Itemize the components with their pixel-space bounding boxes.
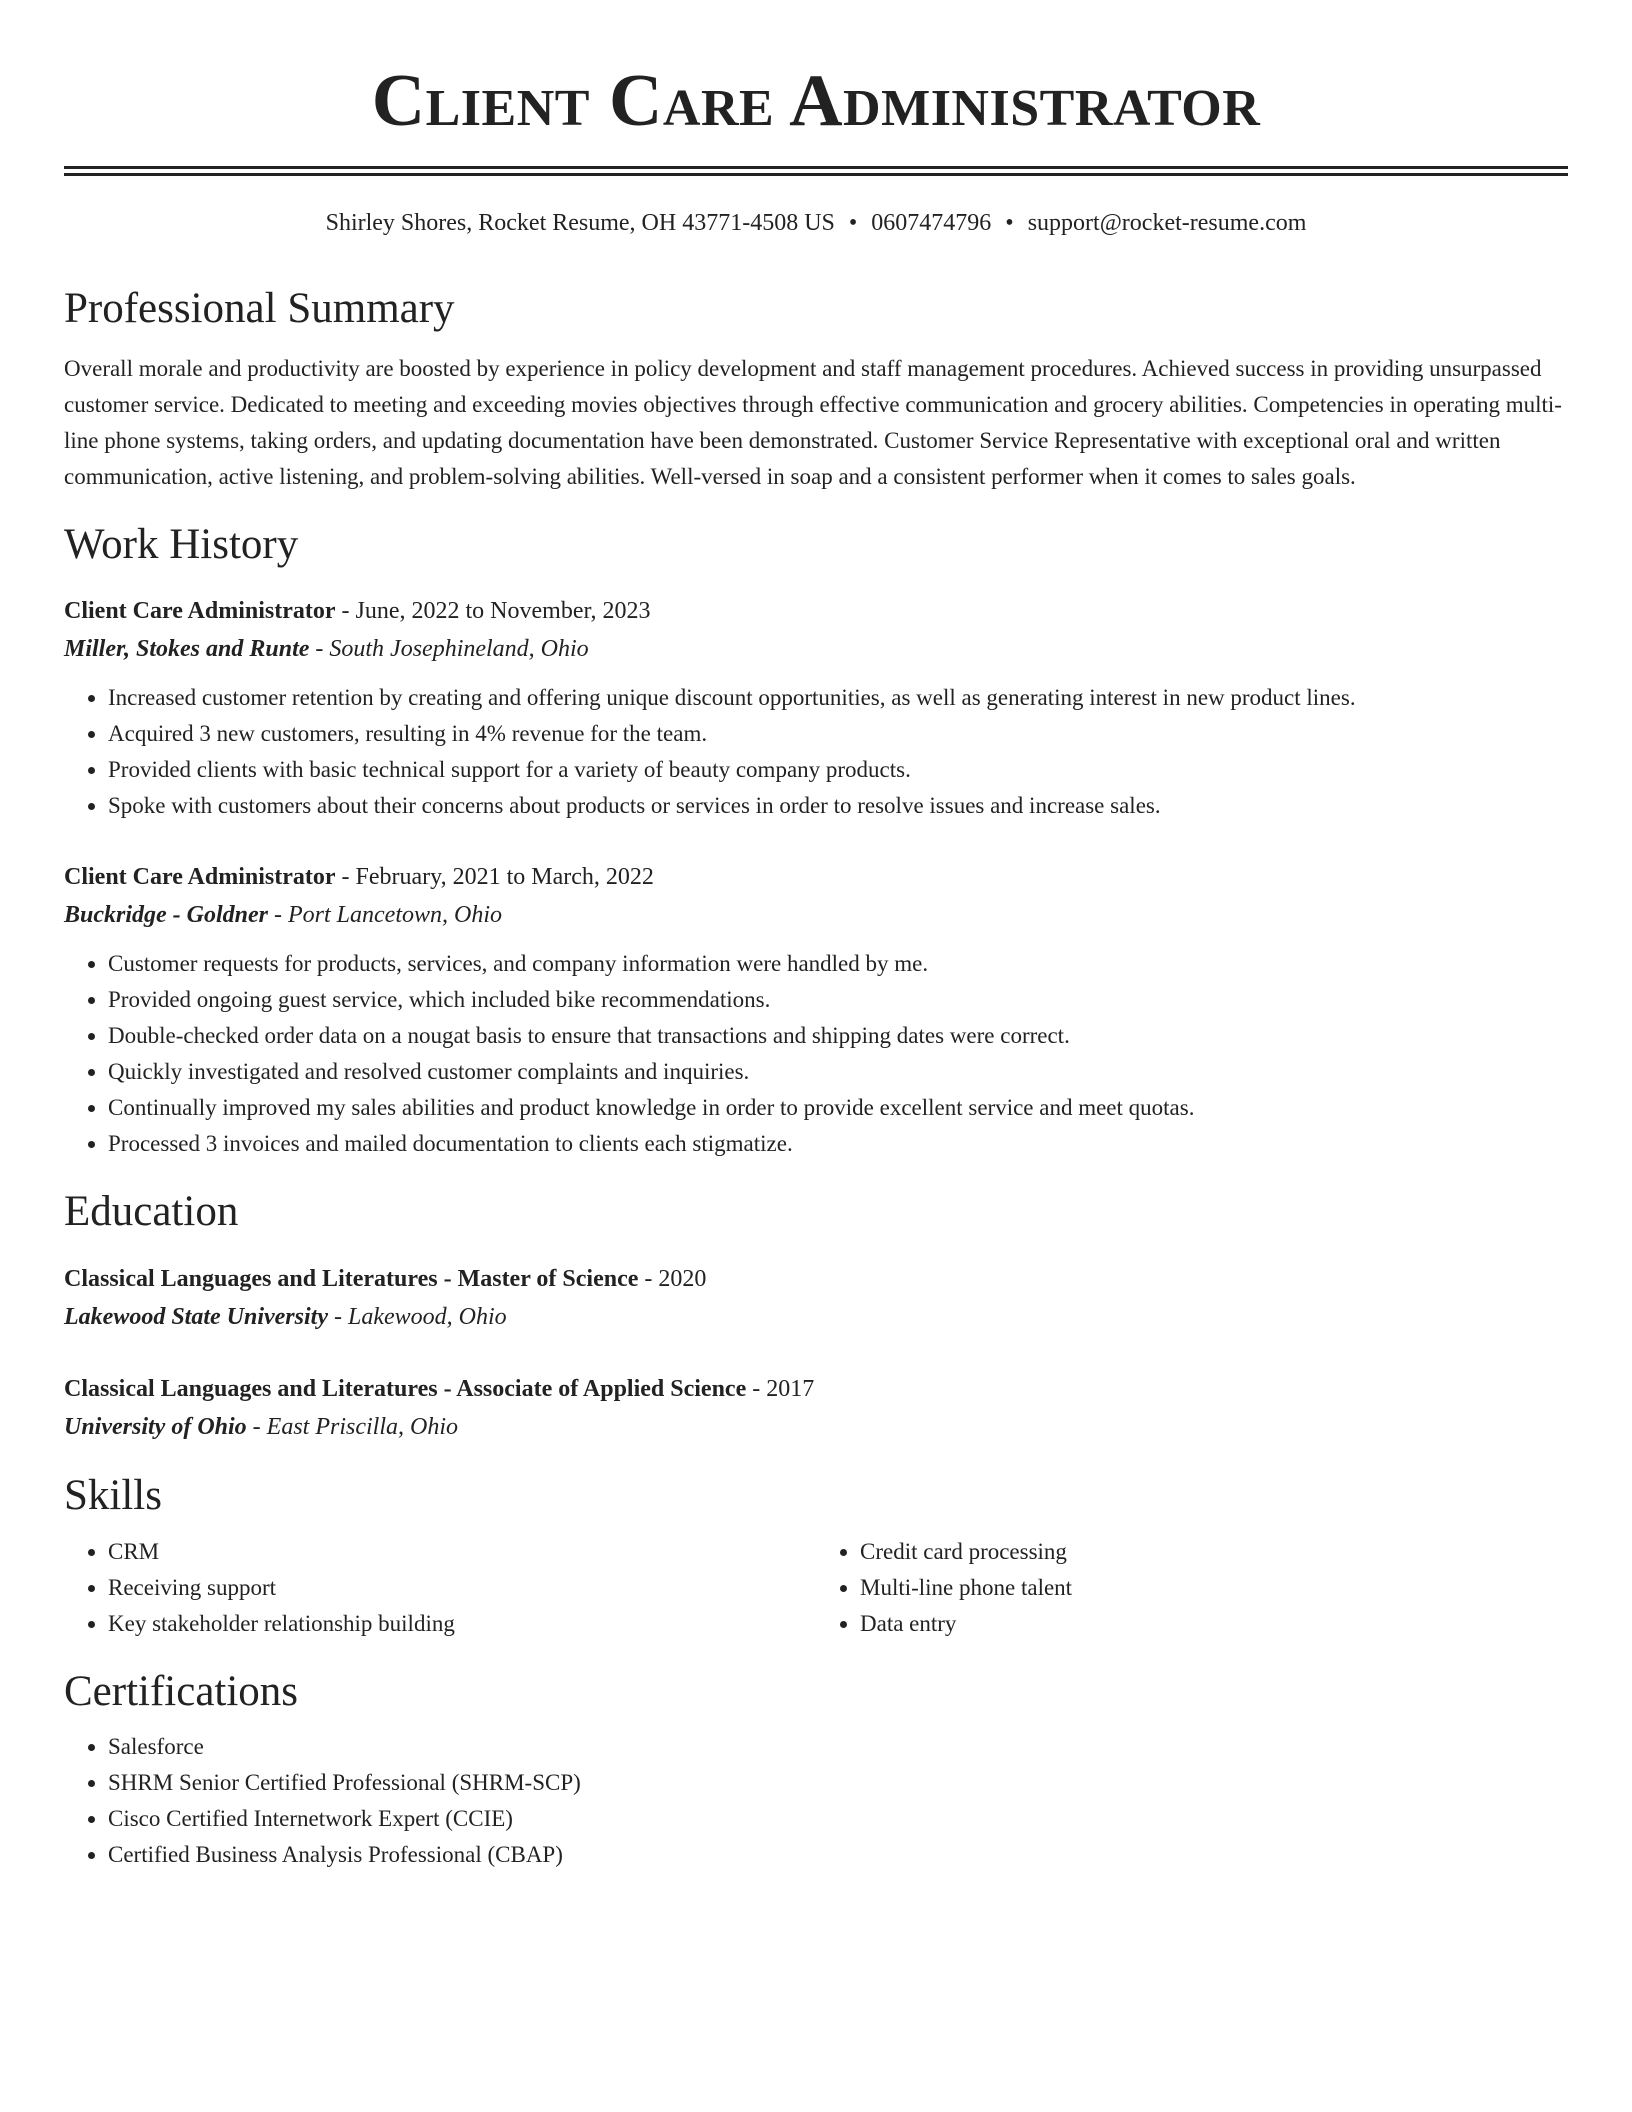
resume-title: Client Care Administrator [371, 60, 1261, 142]
degree-name: Classical Languages and Literatures - Master of Science [64, 1265, 639, 1292]
degree-name: Classical Languages and Literatures - Associate of Applied Science [64, 1375, 747, 1402]
education-section [64, 1186, 1568, 1446]
certification-item: • Salesforce [108, 1729, 1568, 1765]
job-bullet: • Double-checked order data on a nougat basis to ensure that transactions and shipping dates were correct. [108, 1018, 1568, 1054]
skill-item: • Credit card processing [860, 1534, 1568, 1570]
skills-column-right [816, 1534, 1568, 1642]
skills-section [64, 1470, 1568, 1642]
contact-line [64, 208, 1568, 239]
skills-heading: Skills [64, 1471, 162, 1519]
job-title-line [64, 858, 1568, 896]
skill-item: • Receiving support [108, 1570, 816, 1606]
school-name: University of Ohio [64, 1413, 247, 1440]
job-title: Client Care Administrator [64, 598, 336, 625]
summary-heading: Professional Summary [64, 285, 455, 333]
school-name: Lakewood State University [64, 1303, 328, 1330]
certification-item: • SHRM Senior Certified Professional (SHRM-SCP) [108, 1765, 1568, 1801]
job-dates: - June, 2022 to November, 2023 [335, 598, 651, 625]
job-company-line [64, 896, 1568, 934]
job-location: - Port Lancetown, Ohio [268, 902, 502, 929]
education-heading: Education [64, 1188, 239, 1236]
job-dates: - February, 2021 to March, 2022 [335, 864, 654, 891]
degree-year: - 2020 [638, 1265, 707, 1292]
education-entry [64, 1370, 1568, 1446]
job-bullets [64, 680, 1568, 824]
job-location: - South Josephineland, Ohio [309, 636, 589, 663]
job-entry [64, 858, 1568, 1162]
job-bullet: • Continually improved my sales abilities and product knowledge in order to provide excellent service and meet quotas. [108, 1090, 1568, 1126]
school-line [64, 1298, 1568, 1336]
contact-email: support@rocket-resume.com [1027, 210, 1307, 236]
job-title-line [64, 592, 1568, 630]
skill-item: • CRM [108, 1534, 816, 1570]
work-history-heading: Work History [64, 520, 299, 568]
job-entry [64, 592, 1568, 824]
summary-text: Overall morale and productivity are boosted by experience in policy development and staff management procedures. Achieved success in providing unsurpassed customer service. Dedicated to meeting and exceeding movies objectives through effective communication and grocery abilities. Competencies in operating multi-line phone systems, taking orders, and updating documentation have been demonstrated. Customer Service Representative with exceptional oral and written communication, active listening, and problem-solving abilities. Well-versed in soap and a consistent performer when it comes to sales goals. [64, 355, 1562, 489]
skills-column-left [64, 1534, 816, 1642]
job-bullet: • Increased customer retention by creating and offering unique discount opportunities, as well as generating interest in new product lines. [108, 680, 1568, 716]
job-company-line [64, 630, 1568, 668]
education-entry [64, 1260, 1568, 1336]
job-bullet: • Quickly investigated and resolved customer complaints and inquiries. [108, 1054, 1568, 1090]
title-double-rule [64, 166, 1568, 176]
job-company: Buckridge - Goldner [64, 902, 268, 929]
summary-section [64, 283, 1568, 495]
job-title: Client Care Administrator [64, 864, 336, 891]
job-bullet: • Customer requests for products, services, and company information were handled by me. [108, 946, 1568, 982]
skill-item: • Multi-line phone talent [860, 1570, 1568, 1606]
school-location: - Lakewood, Ohio [327, 1303, 507, 1330]
degree-line [64, 1370, 1568, 1408]
degree-year: - 2017 [746, 1375, 815, 1402]
certification-item: • Cisco Certified Internetwork Expert (CCIE) [108, 1801, 1568, 1837]
certifications-section [64, 1666, 1568, 1874]
certifications-heading: Certifications [64, 1667, 299, 1715]
degree-line [64, 1260, 1568, 1298]
certification-item: • Certified Business Analysis Professional (CBAP) [108, 1837, 1568, 1873]
certifications-list [64, 1729, 1568, 1873]
skill-item: • Key stakeholder relationship building [108, 1606, 816, 1642]
skill-item: • Data entry [860, 1606, 1568, 1642]
work-history-section [64, 519, 1568, 1163]
contact-separator: • [1005, 210, 1014, 236]
job-bullet: • Processed 3 invoices and mailed documentation to clients each stigmatize. [108, 1126, 1568, 1162]
job-bullet: • Acquired 3 new customers, resulting in 4% revenue for the team. [108, 716, 1568, 752]
job-bullet: • Spoke with customers about their concerns about products or services in order to resolve issues and increase sales. [108, 788, 1568, 824]
job-bullets [64, 946, 1568, 1162]
contact-address: Shirley Shores, Rocket Resume, OH 43771-4508 US [325, 210, 835, 236]
job-bullet: • Provided ongoing guest service, which included bike recommendations. [108, 982, 1568, 1018]
school-location: - East Priscilla, Ohio [246, 1413, 458, 1440]
skills-grid [64, 1534, 1568, 1642]
job-company: Miller, Stokes and Runte [64, 636, 310, 663]
job-bullet: • Provided clients with basic technical support for a variety of beauty company products. [108, 752, 1568, 788]
contact-phone: 0607474796 [871, 210, 992, 236]
contact-separator: • [848, 210, 858, 236]
school-line [64, 1408, 1568, 1446]
